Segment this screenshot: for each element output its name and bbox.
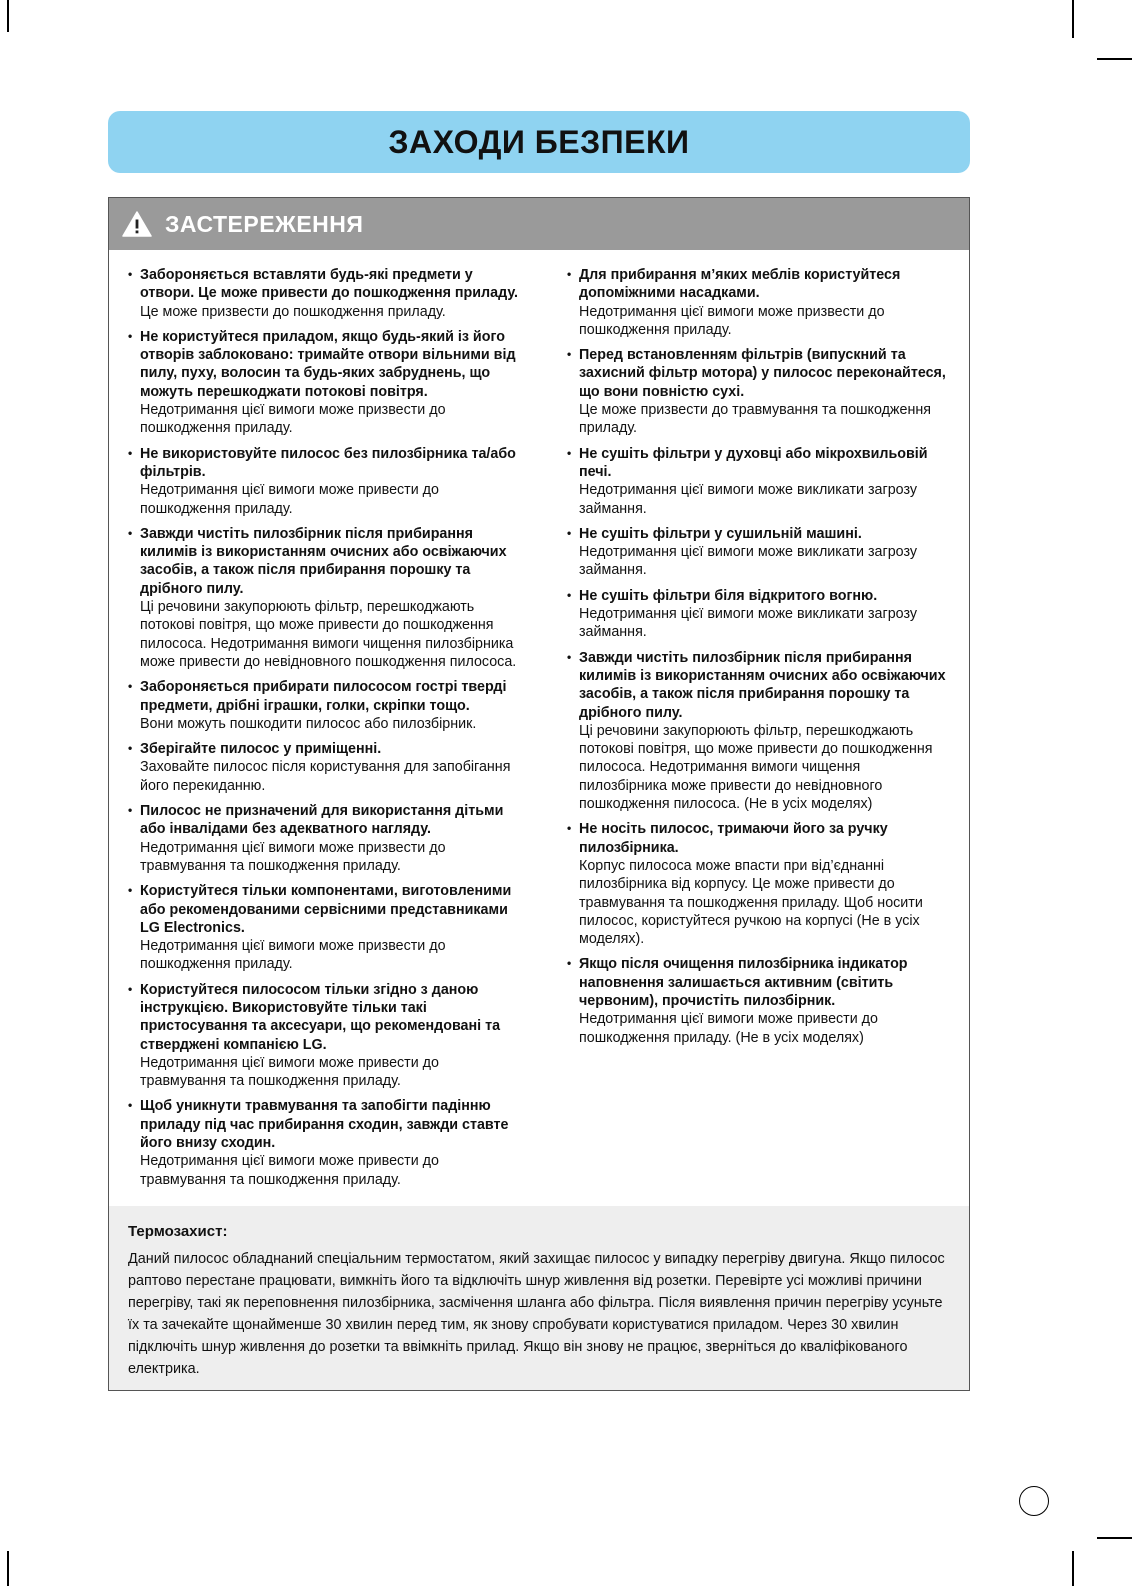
warning-item-heading: • Забороняється прибирати пилососом гострі тверді предмети, дрібні іграшки, голки, скріпки тощо. — [140, 679, 507, 714]
thermal-protection-text: Даний пилосос обладнаний спеціальним термостатом, який захищає пилосос у випадку перегріву двигуна. Якщо пилосос раптово перестане працювати, вимкніть його та відключіть шнур живлення від розетки. Перевірте усі можливі причини перегріву, такі як переповнення пилозбірника, засмічення шланга або фільтра. Після виявлення причин перегріву усуньте їх та зачекайте щонайменше 30 хвилин перед тим, як знову спробувати користуватися приладом. Через 30 хвилин підключіть шнур живлення до розетки та ввімкніть прилад. Якщо він знову не працює, зверніться до кваліфікованого електрика. — [128, 1251, 945, 1377]
warning-item-heading: • Завжди чистіть пилозбірник після прибирання килимів із використанням очисних або освіжаючих засобів, а також після прибирання порошку та дрібного пилу. — [579, 649, 946, 721]
warning-item — [128, 678, 528, 733]
warning-item-text: Вони можуть пошкодити пилосос або пилозбірник. — [140, 715, 477, 732]
warning-item — [128, 981, 528, 1091]
thermal-protection-box — [108, 1206, 970, 1391]
warning-item — [128, 266, 528, 321]
warning-right-column — [567, 266, 952, 1054]
warning-item-text: Недотримання цієї вимоги може привести до травмування та пошкодження приладу. — [140, 1054, 439, 1090]
crop-mark — [1072, 1551, 1074, 1586]
warning-item-text: Заховайте пилосос після користування для запобігання його перекиданню. — [140, 759, 511, 794]
warning-item-heading: • Користуйтеся пилососом тільки згідно з даною інструкцією. Використовуйте тільки такі пристосування та аксесуари, що рекомендовані та стверджені компанією LG. — [140, 981, 501, 1053]
warning-item-heading: • Не використовуйте пилосос без пилозбірника та/або фільтрів. — [140, 445, 516, 480]
warning-item-heading: • Якщо після очищення пилозбірника індикатор наповнення залишається активним (світить червоним), прочистіть пилозбірник. — [579, 956, 908, 1009]
warning-item-heading: • Не користуйтеся приладом, якщо будь-який із його отворів заблоковано: тримайте отвори вільними від пилу, пуху, волосин та будь-яких забруднень, що можуть перешкоджати потокові повітря. — [140, 328, 516, 400]
warning-item-heading: • Користуйтеся тільки компонентами, виготовленими або рекомендованими сервісними представниками LG Electronics. — [140, 883, 512, 936]
warning-item-text: Недотримання цієї вимоги може викликати загрозу займання. — [579, 606, 918, 641]
warning-item — [567, 649, 952, 814]
warning-item-heading: • Не сушіть фільтри біля відкритого вогню. — [579, 587, 878, 604]
page-number-circle — [1019, 1486, 1049, 1516]
warning-box — [108, 197, 970, 1208]
warning-item-text: Недотримання цієї вимоги може призвести до травмування та пошкодження приладу. — [140, 839, 446, 874]
warning-item-heading: • Пилосос не призначений для використання дітьми або інвалідами без адекватного нагляду. — [140, 803, 504, 838]
crop-mark — [7, 1551, 9, 1586]
warning-item — [128, 882, 528, 973]
warning-item-heading: • Не носіть пилосос, тримаючи його за ручку пилозбірника. — [579, 821, 888, 856]
warning-item-text: Ці речовини закупорюють фільтр, перешкоджають потокові повітря, що може привести до пошкодження пилососа. Недотримання вимоги чищення пилозбірника може привести до невідновного пошкодження пилососа. (Не в усіх моделях) — [579, 722, 933, 813]
warning-triangle-icon — [122, 211, 152, 237]
thermal-protection-title: Термозахист: — [128, 1223, 228, 1240]
warning-item — [128, 328, 528, 438]
title-bar — [108, 111, 970, 173]
warning-item — [567, 820, 952, 948]
warning-item — [567, 525, 952, 580]
warning-item — [128, 740, 528, 795]
warning-item-text: Недотримання цієї вимоги може викликати загрозу займання. — [579, 544, 918, 579]
crop-mark — [1097, 58, 1132, 60]
warning-item-heading: • Завжди чистіть пилозбірник після прибирання килимів із використанням очисних або освіжаючих засобів, а також після прибирання порошку та дрібного пилу. — [140, 525, 507, 597]
warning-item — [567, 955, 952, 1046]
crop-mark — [7, 0, 9, 32]
warning-item-text: Недотримання цієї вимоги може призвести до пошкодження приладу. — [140, 402, 446, 437]
warning-item-heading: • Перед встановленням фільтрів (випускний та захисний фільтр мотора) у пилосос переконайтеся, що вони повністю сухі. — [579, 347, 946, 400]
warning-item-text: Корпус пилососа може впасти при від’єднанні пилозбірника від корпусу. Це може привести до травмування та пошкодження приладу. Щоб носити пилосос, користуйтеся ручкою на корпусі (Не в усіх моделях). — [579, 857, 923, 948]
warning-item-heading: • Щоб уникнути травмування та запобігти падінню приладу під час прибирання сходин, завжди ставте його внизу сходин. — [140, 1098, 509, 1152]
warning-item — [567, 587, 952, 642]
warning-item-text: Це може призвести до травмування та пошкодження приладу. — [579, 402, 931, 437]
warning-item-text: Недотримання цієї вимоги може привести до травмування та пошкодження приладу. — [140, 1153, 439, 1188]
warning-item-text: Недотримання цієї вимоги може викликати загрозу займання. — [579, 482, 918, 517]
warning-item — [128, 802, 528, 875]
warning-item-heading: • Не сушіть фільтри у духовці або мікрохвильовій печі. — [579, 445, 928, 480]
warning-item — [567, 445, 952, 518]
warning-item-text: Недотримання цієї вимоги може призвести до пошкодження приладу. — [140, 938, 446, 973]
warning-left-column — [128, 266, 528, 1196]
warning-item-text: Ці речовини закупорюють фільтр, перешкоджають потокові повітря, що може привести до пошкодження пилососа. Недотримання вимоги чищення пилозбірника може привести до невідновного пошкодження пилососа. — [140, 599, 517, 670]
warning-item — [567, 266, 952, 339]
warning-title: ЗАСТЕРЕЖЕННЯ — [165, 210, 364, 237]
warning-item-heading: • Не сушіть фільтри у сушильній машині. — [579, 525, 862, 542]
warning-item-text: Недотримання цієї вимоги може призвести до пошкодження приладу. — [579, 303, 885, 338]
warning-item-text: Недотримання цієї вимоги може привести до пошкодження приладу. — [140, 482, 439, 517]
page-title: ЗАХОДИ БЕЗПЕКИ — [388, 123, 690, 160]
warning-item-heading: • Зберігайте пилосос у приміщенні. — [140, 741, 382, 758]
warning-item — [128, 445, 528, 518]
warning-header — [109, 198, 969, 250]
crop-mark — [1072, 0, 1074, 38]
warning-item — [567, 346, 952, 437]
crop-mark — [1097, 1537, 1132, 1539]
warning-item — [128, 525, 528, 671]
warning-item-text: Недотримання цієї вимоги може привести до пошкодження приладу. (Не в усіх моделях) — [579, 1011, 878, 1046]
warning-item-text: Це може призвести до пошкодження приладу. — [140, 303, 446, 320]
warning-item — [128, 1097, 528, 1188]
warning-item-heading: • Забороняється вставляти будь-які предмети у отвори. Це може привести до пошкодження приладу. — [140, 267, 519, 302]
warning-item-heading: • Для прибирання м’яких меблів користуйтеся допоміжними насадками. — [579, 267, 901, 302]
